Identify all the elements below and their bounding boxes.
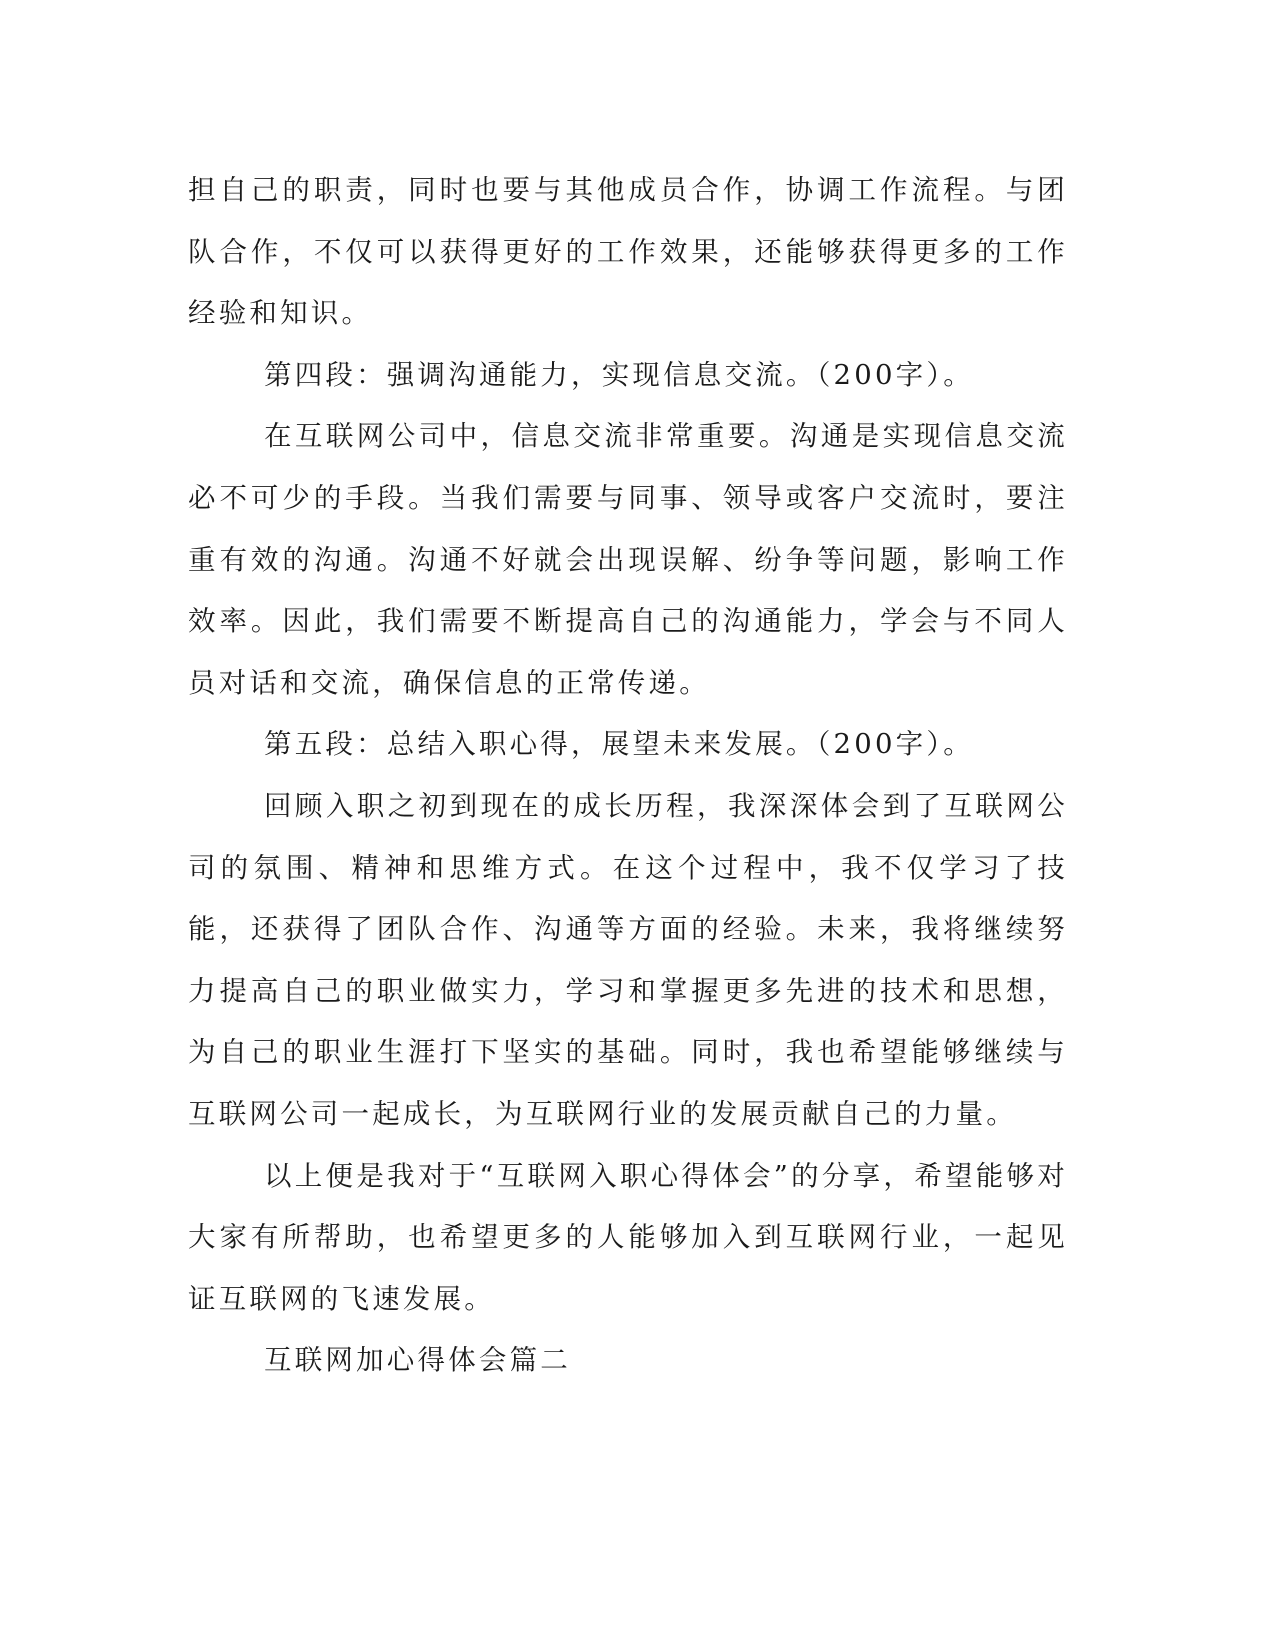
section-heading-communication: 第四段：强调沟通能力，实现信息交流。（200字）。 [264, 358, 974, 391]
paragraph-closing: 以上便是我对于“互联网入职心得体会”的分享，希望能够对大家有所帮助，也希望更多的人能够加入到互联网行业，一起见证互联网的飞速发展。 [188, 1159, 1068, 1315]
section-heading-summary: 第五段：总结入职心得，展望未来发展。（200字）。 [264, 728, 974, 761]
document-body [188, 160, 1068, 1392]
paragraph-communication: 在互联网公司中，信息交流非常重要。沟通是实现信息交流必不可少的手段。当我们需要与同事、领导或客户交流时，要注重有效的沟通。沟通不好就会出现误解、纷争等问题，影响工作效率。因此，我们需要不断提高自己的沟通能力，学会与不同人员对话和交流，确保信息的正常传递。 [188, 420, 1068, 699]
article-title-part-two: 互联网加心得体会篇二 [264, 1344, 571, 1377]
paragraph-summary: 回顾入职之初到现在的成长历程，我深深体会到了互联网公司的氛围、精神和思维方式。在这个过程中，我不仅学习了技能，还获得了团队合作、沟通等方面的经验。未来，我将继续努力提高自己的职业做实力，学习和掌握更多先进的技术和思想，为自己的职业生涯打下坚实的基础。同时，我也希望能够继续与互联网公司一起成长，为互联网行业的发展贡献自己的力量。 [188, 789, 1068, 1130]
paragraph-teamwork-continued: 担自己的职责，同时也要与其他成员合作，协调工作流程。与团队合作，不仅可以获得更好的工作效果，还能够获得更多的工作经验和知识。 [188, 174, 1068, 330]
